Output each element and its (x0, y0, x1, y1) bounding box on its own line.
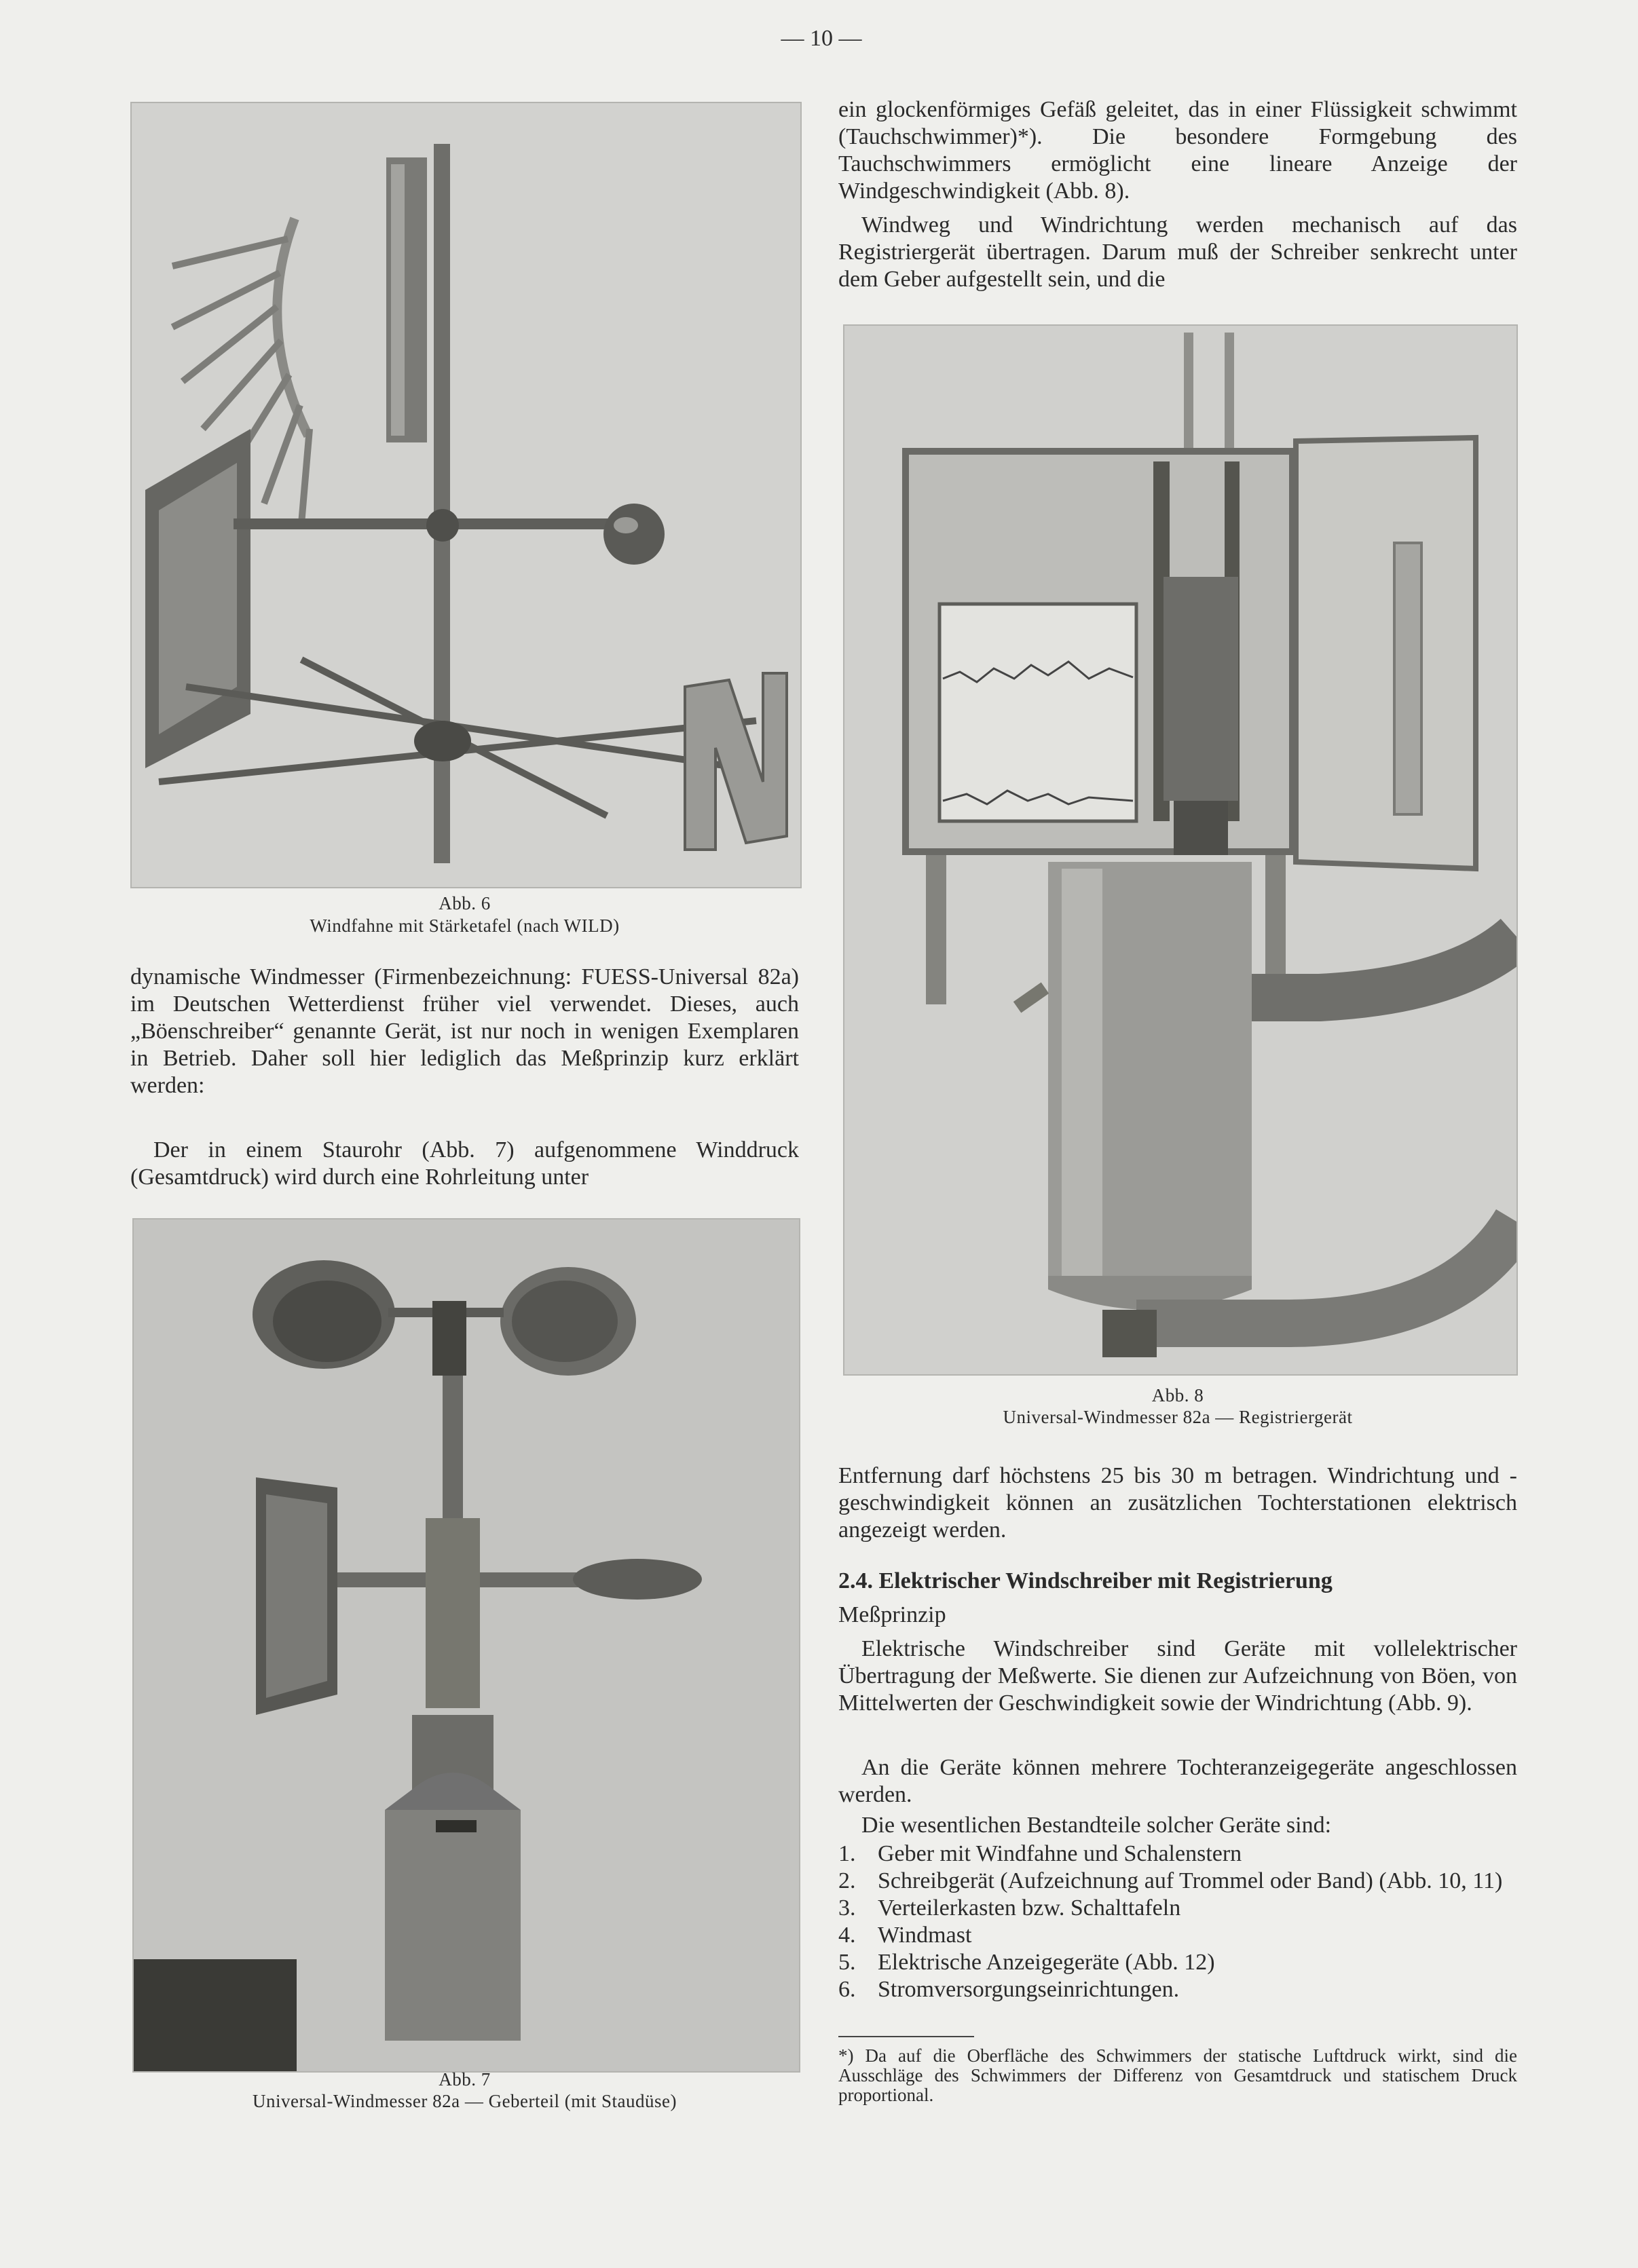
figure-6-caption: Windfahne mit Stärketafel (nach WILD) (310, 915, 620, 936)
list-item-text: Windmast (878, 1923, 972, 1948)
right-paragraph-6: Die wesentlichen Bestandteile solcher Geräte sind: (861, 1813, 1332, 1838)
list-item-number: 1. (838, 1841, 856, 1866)
wind-vane-illustration (132, 103, 800, 887)
footnote-divider (838, 2036, 974, 2037)
right-paragraph-1: ein glockenförmiges Gefäß geleitet, das in einer Flüssigkeit schwimmt (Tauchschwimmer)*). Die besondere Formgebung des Tauchschwimmers ermöglicht eine lineare Anzeige der Windgeschwindigkeit (Abb. 8). (838, 97, 1517, 204)
figure-8-photo (843, 324, 1518, 1376)
right-paragraph-2: Windweg und Windrichtung werden mechanisch auf das Registriergerät übertragen. Darum muß der Schreiber senkrecht unter dem Geber aufgestellt sein, und die (838, 212, 1517, 292)
list-item (838, 1949, 1517, 1976)
list-item-text: Geber mit Windfahne und Schalenstern (878, 1841, 1242, 1866)
right-paragraph-3: Entfernung darf höchstens 25 bis 30 m betragen. Windrichtung und -geschwindigkeit können an zusätzlichen Tochterstationen elektrisch angezeigt werden. (838, 1463, 1517, 1543)
right-paragraph-5: An die Geräte können mehrere Tochteranzeigegeräte angeschlossen werden. (838, 1755, 1517, 1807)
right-paragraph-4: Elektrische Windschreiber sind Geräte mit vollelektrischer Übertragung der Meßwerte. Sie dienen zur Aufzeichnung von Böen, von Mittelwerten der Geschwindigkeit sowie der Windrichtung (Abb. 9). (838, 1636, 1517, 1716)
figure-8-caption: Universal-Windmesser 82a — Registriergerät (1003, 1407, 1353, 1427)
list-item (838, 1922, 1517, 1949)
list-item-number: 6. (838, 1977, 856, 2002)
left-paragraph-1: dynamische Windmesser (Firmenbezeichnung: FUESS-Universal 82a) im Deutschen Wetterdienst früher viel verwendet. Dieses, auch „Böenschreiber“ genannte Gerät, ist nur noch in wenigen Exemplaren in Betrieb. Daher soll hier lediglich das Meßprinzip kurz erklärt werden: (130, 964, 799, 1098)
list-item-number: 3. (838, 1895, 856, 1921)
figure-8-label: Abb. 8 (1151, 1385, 1204, 1405)
list-item-text: Stromversorgungseinrichtungen. (878, 1977, 1180, 2002)
figure-6-photo (130, 102, 802, 888)
figure-7-photo (132, 1218, 800, 2073)
list-item (838, 1868, 1517, 1895)
components-list (838, 1840, 1517, 2003)
list-item-text: Schreibgerät (Aufzeichnung auf Trommel oder Band) (Abb. 10, 11) (878, 1868, 1503, 1893)
footnote: *) Da auf die Oberfläche des Schwimmers der statische Luftdruck wirkt, sind die Ausschläge des Schwimmers der Differenz von Gesamtdruck und statischem Druck proportional. (838, 2045, 1517, 2105)
anemometer-illustration (134, 1220, 799, 2071)
figure-7-label: Abb. 7 (439, 2069, 491, 2090)
list-item-number: 5. (838, 1950, 856, 1975)
page-number: — 10 — (781, 26, 862, 51)
list-item-number: 4. (838, 1923, 856, 1948)
list-item (838, 1976, 1517, 2003)
figure-7-caption: Universal-Windmesser 82a — Geberteil (mit Staudüse) (253, 2091, 677, 2111)
list-item (838, 1895, 1517, 1922)
recording-device-illustration (844, 326, 1516, 1374)
list-item (838, 1840, 1517, 1868)
list-item-number: 2. (838, 1868, 856, 1893)
list-item-text: Elektrische Anzeigegeräte (Abb. 12) (878, 1950, 1215, 1975)
left-paragraph-2: Der in einem Staurohr (Abb. 7) aufgenommene Winddruck (Gesamtdruck) wird durch eine Rohrleitung unter (130, 1137, 799, 1190)
figure-6-label: Abb. 6 (439, 893, 491, 913)
subheading-messprinzip: Meßprinzip (838, 1602, 946, 1627)
section-heading: 2.4. Elektrischer Windschreiber mit Registrierung (838, 1568, 1333, 1593)
list-item-text: Verteilerkasten bzw. Schalttafeln (878, 1895, 1181, 1921)
